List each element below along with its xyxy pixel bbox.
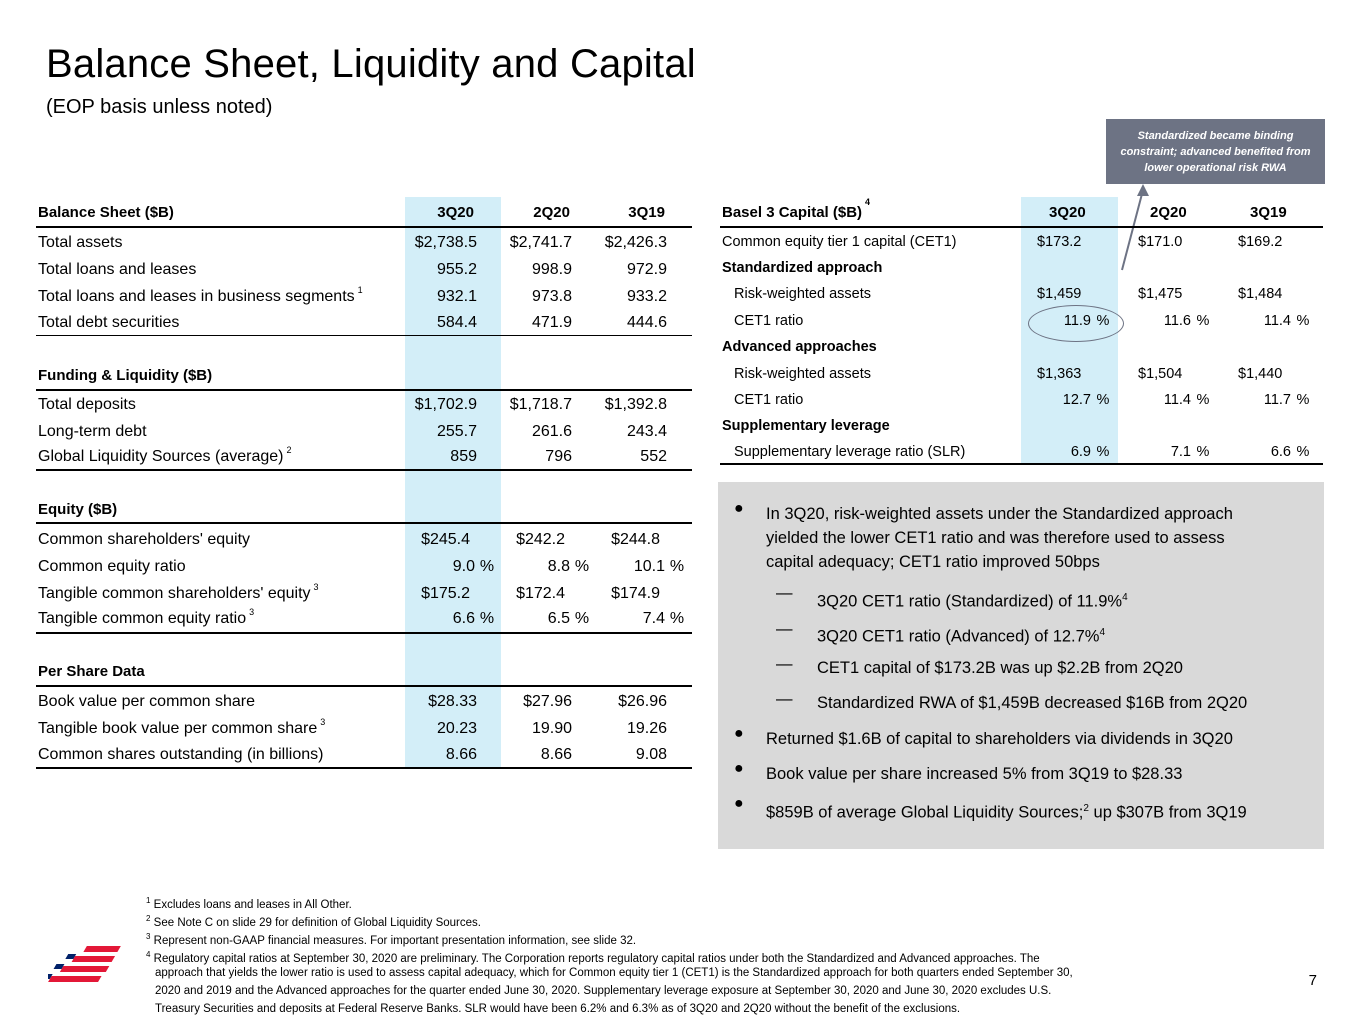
row-label: Tangible common shareholders' equity $^3$ <box>38 582 319 602</box>
highlight-ellipse <box>1028 305 1124 342</box>
sub-bullet-text: 3Q20 CET1 ratio (Advanced) of 12.7%$^4$ <box>817 627 1106 646</box>
table-row <box>720 286 1323 308</box>
dash-icon: — <box>776 655 793 673</box>
cell: 11.6 % <box>1163 313 1210 329</box>
sub-bullet-text: Standardized RWA of $1,459B decreased $16B from 2Q20 <box>817 694 1248 712</box>
row-label: Advanced approaches <box>722 339 877 355</box>
table-row <box>720 260 1323 282</box>
footnote: $^2$ See Note C on slide 29 for definition of Global Liquidity Sources. <box>146 914 481 929</box>
cell: 584.4 <box>436 314 477 331</box>
cell: 998.9 <box>531 261 572 278</box>
cell: 796 <box>545 448 572 465</box>
cell: 444.6 <box>626 314 667 331</box>
section-title: Equity ($B) <box>38 501 118 518</box>
divider <box>36 685 692 687</box>
cell: $245.4 <box>421 531 470 548</box>
cell: $1,440 <box>1238 366 1283 382</box>
footnote: $^1$ Excludes loans and leases in All Other. <box>146 896 352 911</box>
cell: 11.7 % <box>1263 392 1310 408</box>
cell: 955.2 <box>436 261 477 278</box>
row-label: Common shares outstanding (in billions) <box>38 746 324 763</box>
section-title: Balance Sheet ($B) <box>38 204 174 221</box>
table-row <box>36 558 692 580</box>
divider <box>36 389 692 391</box>
bank-flag-logo-icon <box>48 944 136 996</box>
cell: 9.08 <box>635 746 667 763</box>
divider <box>36 469 692 471</box>
table-row <box>720 313 1323 335</box>
footnote: $^3$ Represent non-GAAP financial measures. For important presentation information, see slide 32. <box>146 932 637 947</box>
cell: 19.26 <box>626 720 667 737</box>
cell: 19.90 <box>531 720 572 737</box>
cell: 243.4 <box>626 423 667 440</box>
page-title: Balance Sheet, Liquidity and Capital <box>46 42 696 86</box>
divider <box>36 226 692 228</box>
cell: $1,459 <box>1037 286 1082 302</box>
bullet-text: Book value per share increased 5% from 3Q19 to $28.33 <box>766 765 1183 783</box>
table-row <box>36 285 692 310</box>
cell: 8.66 <box>445 746 477 763</box>
cell: 10.1 % <box>633 558 685 575</box>
footnote: Treasury Securities and deposits at Federal Reserve Banks. SLR would have been 6.2% and 6.3% as of 3Q20 and 2Q20 without the benefit of the exclusions. <box>155 1003 961 1015</box>
sub-bullet-text: 3Q20 CET1 ratio (Standardized) of 11.9%$^4$ <box>817 592 1128 611</box>
divider <box>36 632 692 634</box>
per-share-header <box>36 663 692 685</box>
divider <box>720 463 1323 465</box>
cell: $1,475 <box>1138 286 1183 302</box>
cell: $28.33 <box>428 693 477 710</box>
row-label: Common shareholders' equity <box>38 531 251 548</box>
cell: 255.7 <box>436 423 477 440</box>
row-label: CET1 ratio <box>734 313 804 329</box>
row-label: Total loans and leases <box>38 261 197 278</box>
basel-header <box>720 197 1323 226</box>
cell: 933.2 <box>626 288 667 305</box>
cell: 7.1 % <box>1170 444 1210 460</box>
cell: 261.6 <box>531 423 572 440</box>
row-label: Risk-weighted assets <box>734 366 871 382</box>
cell: 9.0 % <box>452 558 495 575</box>
bullet-icon: ● <box>734 795 744 812</box>
cell: 6.6 % <box>452 610 495 627</box>
divider <box>36 522 692 524</box>
row-label: Total debt securities <box>38 314 180 331</box>
cell: $172.4 <box>516 585 565 602</box>
table-row <box>36 423 692 445</box>
cell: 11.4 % <box>1163 392 1210 408</box>
dash-icon: — <box>776 584 793 602</box>
table-row <box>36 531 692 553</box>
cell: 932.1 <box>436 288 477 305</box>
dash-icon: — <box>776 690 793 708</box>
row-label: Tangible common equity ratio $^3$ <box>38 607 255 627</box>
cell: $174.9 <box>611 585 660 602</box>
footnote: $^4$ Regulatory capital ratios at September 30, 2020 are preliminary. The Corporation reports regulatory capital ratios under both the Standardized and Advanced approaches. The <box>146 950 1040 965</box>
cell: $1,718.7 <box>509 396 572 413</box>
cell: 20.23 <box>436 720 477 737</box>
bullet-text: In 3Q20, risk-weighted assets under the Standardized approach <box>766 505 1233 523</box>
col-header: 3Q20 <box>1049 204 1086 221</box>
bullet-icon: ● <box>734 760 744 777</box>
row-label: CET1 ratio <box>734 392 804 408</box>
col-header: 3Q19 <box>1250 204 1287 221</box>
row-label: Total assets <box>38 234 123 251</box>
cell: $1,363 <box>1037 366 1082 382</box>
cell: $173.2 <box>1037 234 1082 250</box>
cell: $242.2 <box>516 531 565 548</box>
row-label: Tangible book value per common share $^3$ <box>38 717 326 737</box>
cell: 972.9 <box>626 261 667 278</box>
page-number: 7 <box>1308 972 1317 989</box>
row-label: Total loans and leases in business segments $^1$ <box>38 285 363 305</box>
cell: $244.8 <box>611 531 660 548</box>
bullet-text: $859B of average Global Liquidity Sources;$^2$ up $307B from 3Q19 <box>766 803 1247 822</box>
row-label: Supplementary leverage <box>722 418 890 434</box>
row-label: Risk-weighted assets <box>734 286 871 302</box>
page-subtitle: (EOP basis unless noted) <box>46 96 273 118</box>
divider <box>36 767 692 769</box>
cell: 12.7 % <box>1062 392 1110 408</box>
cell: $169.2 <box>1238 234 1283 250</box>
cell: 859 <box>450 448 477 465</box>
col-header: 2Q20 <box>1150 204 1187 221</box>
funding-header <box>36 367 692 389</box>
cell: 471.9 <box>531 314 572 331</box>
table-row <box>720 392 1323 414</box>
table-row <box>36 445 692 470</box>
sub-bullet-text: CET1 capital of $173.2B was up $2.2B from 2Q20 <box>817 659 1183 677</box>
table-row <box>36 693 692 715</box>
section-title: Per Share Data <box>38 663 145 680</box>
cell: 11.4 % <box>1263 313 1310 329</box>
table-row <box>36 396 692 418</box>
cell: $27.96 <box>523 693 572 710</box>
section-title: Funding & Liquidity ($B) <box>38 367 213 384</box>
equity-header <box>36 501 692 523</box>
table-row <box>36 717 692 742</box>
table-row <box>720 234 1323 256</box>
row-label: Global Liquidity Sources (average) $^2$ <box>38 445 292 465</box>
cell: 552 <box>640 448 667 465</box>
cell: $2,426.3 <box>604 234 667 251</box>
table-row <box>36 746 692 768</box>
table-row <box>36 607 692 632</box>
cell: 6.9 % <box>1070 444 1110 460</box>
cell: $1,392.8 <box>604 396 667 413</box>
table-row <box>36 234 692 256</box>
row-label: Common equity ratio <box>38 558 186 575</box>
balance-sheet-header <box>36 204 692 226</box>
table-row <box>720 366 1323 388</box>
cell: $26.96 <box>618 693 667 710</box>
cell: $1,504 <box>1138 366 1183 382</box>
row-label: Book value per common share <box>38 693 255 710</box>
callout-box: Standardized became binding constraint; advanced benefited from lower operational risk RWA <box>1106 119 1325 184</box>
cell: 6.6 % <box>1270 444 1310 460</box>
table-row <box>36 261 692 283</box>
col-header: 3Q20 <box>437 204 474 221</box>
cell: $2,741.7 <box>509 234 572 251</box>
cell: 973.8 <box>531 288 572 305</box>
bullet-text: Returned $1.6B of capital to shareholders via dividends in 3Q20 <box>766 730 1233 748</box>
bullet-text: capital adequacy; CET1 ratio improved 50bps <box>766 553 1100 571</box>
cell: 8.66 <box>540 746 572 763</box>
cell: $2,738.5 <box>414 234 477 251</box>
col-header: 3Q19 <box>628 204 665 221</box>
row-label: Common equity tier 1 capital (CET1) <box>722 234 957 250</box>
col-header: 2Q20 <box>533 204 570 221</box>
bullet-icon: ● <box>734 725 744 742</box>
cell: $1,702.9 <box>414 396 477 413</box>
bullet-text: yielded the lower CET1 ratio and was therefore used to assess <box>766 529 1225 547</box>
cell: 7.4 % <box>642 610 685 627</box>
cell: 6.5 % <box>547 610 590 627</box>
row-label: Long-term debt <box>38 423 147 440</box>
cell: $171.0 <box>1138 234 1183 250</box>
divider <box>720 226 1323 228</box>
cell: 8.8 % <box>547 558 590 575</box>
bullet-icon: ● <box>734 500 744 517</box>
cell: $1,484 <box>1238 286 1283 302</box>
footnote: approach that yields the lower ratio is used to assess capital adequacy, which for Common equity tier 1 (CET1) is the Standardized approach for both quarters ended September 30, <box>155 967 1073 979</box>
cell: $175.2 <box>421 585 470 602</box>
footnote: 2020 and 2019 and the Advanced approaches for the quarter ended June 30, 2020. Supplementary leverage exposure at September 30, 2020 and June 30, 2020 excludes U.S. <box>155 985 1052 997</box>
row-label: Supplementary leverage ratio (SLR) <box>734 444 966 460</box>
row-label: Standardized approach <box>722 260 883 276</box>
table-row <box>36 582 692 607</box>
divider <box>36 335 692 336</box>
row-label: Total deposits <box>38 396 136 413</box>
commentary-box <box>718 482 1324 849</box>
table-row <box>36 314 692 336</box>
table-row <box>720 418 1323 440</box>
cell: 11.9 % <box>1063 313 1110 329</box>
dash-icon: — <box>776 620 793 638</box>
table-row <box>720 339 1323 361</box>
section-title: Basel 3 Capital ($B)$^4$ <box>722 197 871 221</box>
